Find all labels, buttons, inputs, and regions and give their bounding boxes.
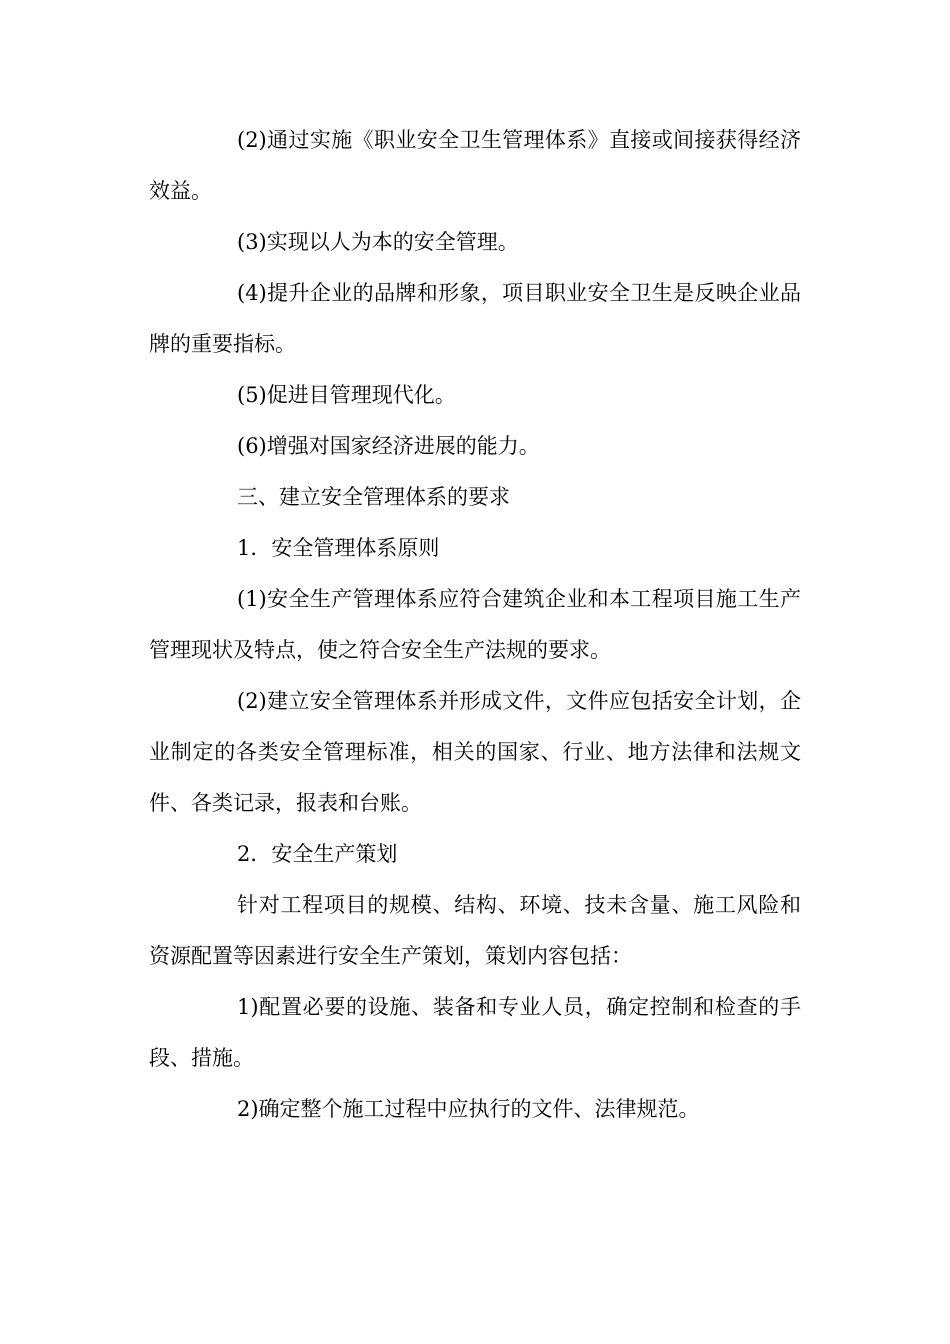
subheading-safety-planning: 2．安全生产策划 bbox=[237, 842, 398, 866]
paragraph-brand-image: (4)提升企业的品牌和形象，项目职业安全卫生是反映企业品牌的重要指标。 bbox=[149, 281, 801, 356]
paragraph-planning-item-2: 2)确定整个施工过程中应执行的文件、法律规范。 bbox=[237, 1097, 700, 1121]
paragraph-planning-item-1: 1)配置必要的设施、装备和专业人员，确定控制和检查的手段、措施。 bbox=[149, 995, 801, 1070]
paragraph-benefit-economic: (2)通过实施《职业安全卫生管理体系》直接或间接获得经济效益。 bbox=[149, 128, 801, 203]
section-heading-requirements: 三、建立安全管理体系的要求 bbox=[237, 485, 510, 509]
paragraph-national-economy: (6)增强对国家经济进展的能力。 bbox=[237, 434, 540, 458]
paragraph-modernization: (5)促进目管理现代化。 bbox=[237, 383, 456, 407]
paragraph-planning-intro: 针对工程项目的规模、结构、环境、技未含量、施工风险和资源配置等因素进行安全生产策划，策划内容包括： bbox=[149, 893, 801, 968]
paragraph-principle-1: (1)安全生产管理体系应符合建筑企业和本工程项目施工生产管理现状及特点，使之符合安全生产法规的要求。 bbox=[149, 587, 801, 662]
document-body bbox=[149, 115, 801, 1135]
paragraph-people-oriented: (3)实现以人为本的安全管理。 bbox=[237, 230, 519, 254]
subheading-system-principles: 1．安全管理体系原则 bbox=[237, 536, 440, 560]
paragraph-principle-2: (2)建立安全管理体系并形成文件，文件应包括安全计划，企业制定的各类安全管理标准，相关的国家、行业、地方法律和法规文件、各类记录，报表和台账。 bbox=[149, 689, 801, 815]
